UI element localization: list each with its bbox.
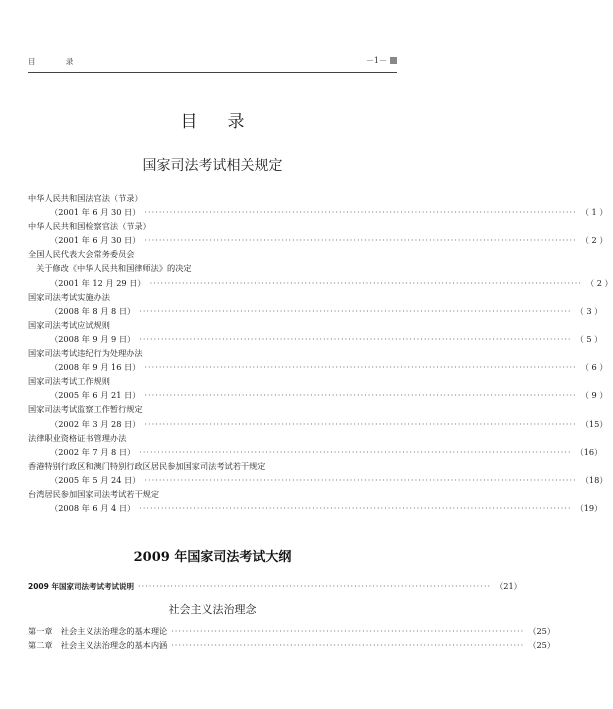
entry-date-row: [28, 304, 603, 318]
entry-page: （ 1 ）: [580, 207, 608, 218]
entry-date-row: [28, 445, 603, 459]
toc-entry[interactable]: [28, 318, 603, 346]
entry-title: 全国人民代表大会常务委员会: [28, 249, 135, 260]
toc-entry[interactable]: [28, 346, 608, 374]
chapter-label: 第一章 社会主义法治理念的基本理论: [28, 626, 168, 636]
leader-dots: ··································································································: [138, 581, 492, 591]
chapter-page: （25）: [528, 626, 556, 636]
entry-title: 中华人民共和国检察官法（节录）: [28, 221, 151, 232]
section-title-rule-of-law: 社会主义法治理念: [168, 603, 257, 616]
leader-dots: ························································································································: [144, 390, 577, 401]
entry-date: （2001 年 6 月 30 日）: [50, 207, 141, 218]
toc-row-chapter-2[interactable]: [28, 639, 556, 652]
header-page-number-text: －1－: [365, 56, 387, 65]
leader-dots: ························································································································: [139, 446, 572, 457]
leader-dots: ························································································································: [144, 474, 577, 485]
entry-title: 关于修改《中华人民共和国律师法》的决定: [36, 263, 192, 274]
entry-date-row: [28, 233, 608, 247]
section-title-regulations: 国家司法考试相关规定: [142, 158, 283, 174]
entry-title: 台湾居民参加国家司法考试若干规定: [28, 488, 160, 499]
entry-title: 国家司法考试应试规则: [28, 319, 110, 330]
leader-dots: ························································································································: [149, 277, 582, 288]
entry-date: （2008 年 6 月 4 日）: [50, 503, 136, 514]
entry-title: 法律职业资格证书管理办法: [28, 432, 127, 443]
toc-row-exam-note[interactable]: [28, 580, 522, 593]
entry-page: （ 2 ）: [580, 235, 608, 246]
entry-page: （ 3 ）: [575, 305, 603, 316]
chapter-page: （25）: [528, 640, 556, 650]
entry-page: （ 9 ）: [580, 390, 608, 401]
toc-entry[interactable]: [28, 431, 603, 459]
entry-page: （15）: [580, 418, 608, 429]
entry-title: 国家司法考试违纪行为处理办法: [28, 348, 143, 359]
exam-note-label: 2009 年国家司法考试考试说明: [28, 582, 134, 591]
entry-page: （18）: [580, 474, 608, 485]
entry-page: （19）: [575, 503, 603, 514]
exam-note-page: （21）: [495, 581, 522, 591]
leader-dots: ························································································································: [139, 305, 572, 316]
entry-date-row: [28, 276, 613, 290]
entry-date-row: [28, 205, 608, 219]
leader-dots: ··································································································: [171, 626, 525, 636]
leader-dots: ························································································································: [144, 207, 577, 218]
entry-date: （2008 年 8 月 8 日）: [50, 305, 136, 316]
chapter-label: 第二章 社会主义法治理念的基本内涵: [28, 640, 168, 650]
toc-entry[interactable]: [28, 487, 603, 515]
entry-date-row: [28, 417, 608, 431]
leader-dots: ························································································································: [144, 362, 577, 373]
toc-entry[interactable]: [28, 290, 603, 318]
entry-date-row: [28, 501, 603, 515]
header-page-number: [366, 55, 397, 66]
entry-date: （2005 年 5 月 24 日）: [50, 474, 141, 485]
leader-dots: ························································································································: [139, 503, 572, 514]
entry-date: （2008 年 9 月 9 日）: [50, 333, 136, 344]
entry-page: （16）: [575, 446, 603, 457]
toc-entry[interactable]: [28, 402, 608, 430]
entry-date: （2008 年 9 月 16 日）: [50, 362, 141, 373]
toc-entry[interactable]: [28, 247, 613, 289]
entry-page: （ 2 ）: [585, 277, 613, 288]
syllabus-title: 2009 年国家司法考试大纲: [133, 550, 292, 565]
entry-title: 香港特别行政区和澳门特别行政区居民参加国家司法考试若干规定: [28, 460, 266, 471]
entry-date-row: [28, 360, 608, 374]
page-title: 目录: [180, 112, 275, 132]
entry-date: （2001 年 6 月 30 日）: [50, 235, 141, 246]
entry-date-row: [28, 473, 608, 487]
toc-entry[interactable]: [28, 374, 608, 402]
entry-date-row: [28, 332, 603, 346]
header-section-label: 目 录: [28, 57, 88, 66]
page-marker-icon: [390, 57, 397, 64]
toc-entry[interactable]: [28, 459, 608, 487]
entry-date-row: [28, 388, 608, 402]
entry-page: （ 5 ）: [575, 333, 603, 344]
leader-dots: ························································································································: [144, 418, 577, 429]
toc-row-chapter-1[interactable]: [28, 625, 556, 638]
running-header: [28, 56, 397, 70]
toc-entries: [28, 191, 613, 515]
entry-title: 国家司法考试实施办法: [28, 291, 110, 302]
entry-page: （ 6 ）: [580, 362, 608, 373]
leader-dots: ························································································································: [139, 333, 572, 344]
entry-date: （2002 年 3 月 28 日）: [50, 418, 141, 429]
entry-date: （2001 年 12 月 29 日）: [50, 277, 146, 288]
toc-entry[interactable]: [28, 191, 608, 219]
entry-date: （2005 年 6 月 21 日）: [50, 390, 141, 401]
leader-dots: ························································································································: [144, 235, 577, 246]
entry-title: 国家司法考试工作规则: [28, 376, 110, 387]
header-rule: [28, 72, 397, 73]
entry-title: 中华人民共和国法官法（节录）: [28, 193, 143, 203]
leader-dots: ··································································································: [171, 640, 525, 650]
toc-entry[interactable]: [28, 219, 608, 247]
entry-title: 国家司法考试监察工作暂行规定: [28, 404, 143, 415]
entry-date: （2002 年 7 月 8 日）: [50, 446, 136, 457]
